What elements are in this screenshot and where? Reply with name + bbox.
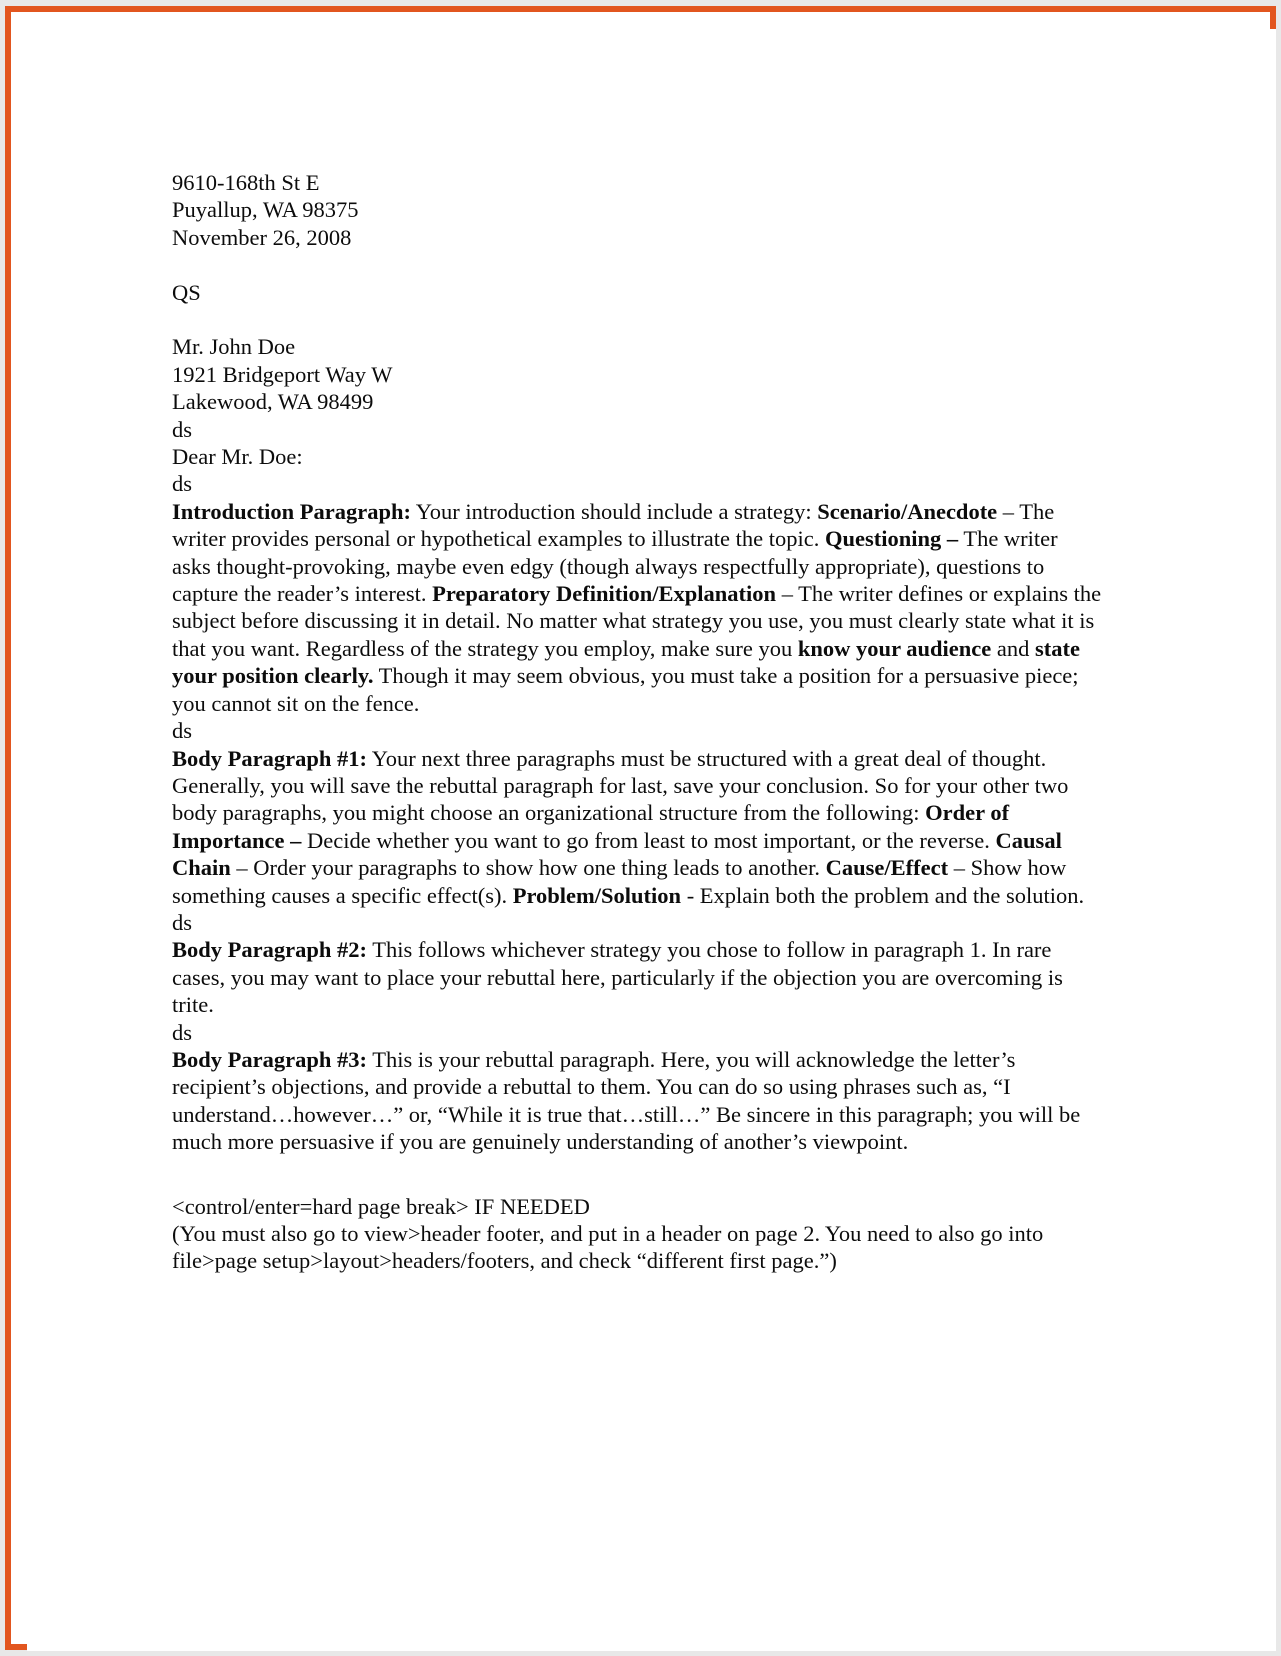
letter-page bbox=[27, 29, 1276, 1651]
intro-text-1: Your introduction should include a strategy: bbox=[410, 498, 818, 524]
footer-instruction-block bbox=[172, 1193, 1102, 1275]
recipient-city-state-zip: Lakewood, WA 98499 bbox=[172, 389, 374, 415]
page-border-frame bbox=[5, 6, 1276, 1650]
sender-date: November 26, 2008 bbox=[172, 224, 352, 250]
intro-paragraph-label: Introduction Paragraph: bbox=[172, 498, 411, 524]
body-paragraph-1 bbox=[172, 745, 1102, 909]
sender-city-state-zip: Puyallup, WA 98375 bbox=[172, 197, 359, 223]
body1-text-4: – Show how something causes a specific effect(s). bbox=[172, 855, 1067, 908]
body1-text-5: - Explain both the problem and the solution. bbox=[681, 882, 1085, 908]
intro-strategy-preparatory: Preparatory Definition/Explanation bbox=[432, 581, 777, 607]
letter-body bbox=[172, 169, 1102, 1275]
intro-text-3: The writer asks thought-provoking, maybe even edgy (though always respectfully appropriate), questions to capture the reader’s interest. bbox=[172, 526, 1058, 607]
spacer-after-qs bbox=[172, 306, 1102, 333]
intro-paragraph bbox=[172, 498, 1102, 717]
body1-structure-causal: Causal Chain bbox=[172, 827, 1062, 881]
double-space-marker-3: ds bbox=[172, 718, 193, 744]
double-space-marker-2: ds bbox=[172, 471, 193, 497]
spacer-before-qs bbox=[172, 251, 1102, 278]
double-space-marker-4: ds bbox=[172, 909, 193, 935]
body1-label: Body Paragraph #1: bbox=[172, 745, 368, 771]
body1-text-1: Your next three paragraphs must be structured with a great deal of thought. Generally, you will save the rebuttal paragraph for last, save your conclusion. So for your other two body paragraphs, you might choose an organizational structure from the following: bbox=[172, 745, 1069, 826]
footer-header-footer-note: (You must also go to view>header footer, and put in a header on page 2. You need to also go into file>page setup>layout>headers/footers, and check “different first page.”) bbox=[172, 1221, 1044, 1274]
body1-text-3: – Order your paragraphs to show how one thing leads to another. bbox=[230, 855, 826, 881]
quadruple-space-marker: QS bbox=[172, 279, 201, 305]
intro-strategy-scenario: Scenario/Anecdote bbox=[817, 498, 998, 524]
intro-emphasis-position: state your position clearly. bbox=[172, 635, 1081, 689]
body-paragraph-3 bbox=[172, 1046, 1102, 1156]
body2-label: Body Paragraph #2: bbox=[172, 937, 368, 963]
intro-text-6: Though it may seem obvious, you must take a position for a persuasive piece; you cannot sit on the fence. bbox=[172, 663, 1079, 716]
body1-structure-order: Order of Importance – bbox=[172, 800, 1010, 853]
body3-label: Body Paragraph #3: bbox=[172, 1046, 368, 1072]
recipient-name: Mr. John Doe bbox=[172, 334, 296, 360]
sender-street: 9610-168th St E bbox=[172, 170, 320, 195]
recipient-street: 1921 Bridgeport Way W bbox=[172, 361, 393, 387]
body1-structure-problem-solution: Problem/Solution bbox=[512, 882, 682, 908]
body3-text: This is your rebuttal paragraph. Here, you will acknowledge the letter’s recipient’s objections, and provide a rebuttal to them. You can do so using phrases such as, “I understand…however…” or, “While it is true that…still…” Be sincere in this paragraph; you will be much more persuasive if you are genuinely understanding of another’s viewpoint. bbox=[172, 1046, 1081, 1155]
body-paragraph-2 bbox=[172, 936, 1102, 1018]
intro-text-2: – The writer provides personal or hypothetical examples to illustrate the topic. bbox=[172, 498, 1055, 552]
intro-strategy-questioning: Questioning – bbox=[824, 526, 959, 552]
double-space-marker-1: ds bbox=[172, 416, 193, 442]
body1-structure-cause-effect: Cause/Effect bbox=[825, 855, 949, 881]
spacer-before-footer bbox=[172, 1156, 1102, 1193]
intro-emphasis-audience: know your audience bbox=[797, 635, 992, 661]
footer-page-break-note: <control/enter=hard page break> IF NEEDED bbox=[172, 1193, 590, 1219]
body2-text: This follows whichever strategy you chose to follow in paragraph 1. In rare cases, you may want to place your rebuttal here, particularly if the objection you are overcoming is trite. bbox=[172, 937, 1063, 1018]
salutation: Dear Mr. Doe: bbox=[172, 444, 303, 470]
intro-text-4: – The writer defines or explains the subject before discussing it in detail. No matter what strategy you use, you must clearly state what it is that you want. Regardless of the strategy you employ, make sure you bbox=[172, 581, 1102, 661]
intro-text-5: and bbox=[991, 635, 1036, 661]
double-space-marker-5: ds bbox=[172, 1019, 193, 1045]
body1-text-2: Decide whether you want to go from least to most important, or the reverse. bbox=[301, 827, 996, 853]
